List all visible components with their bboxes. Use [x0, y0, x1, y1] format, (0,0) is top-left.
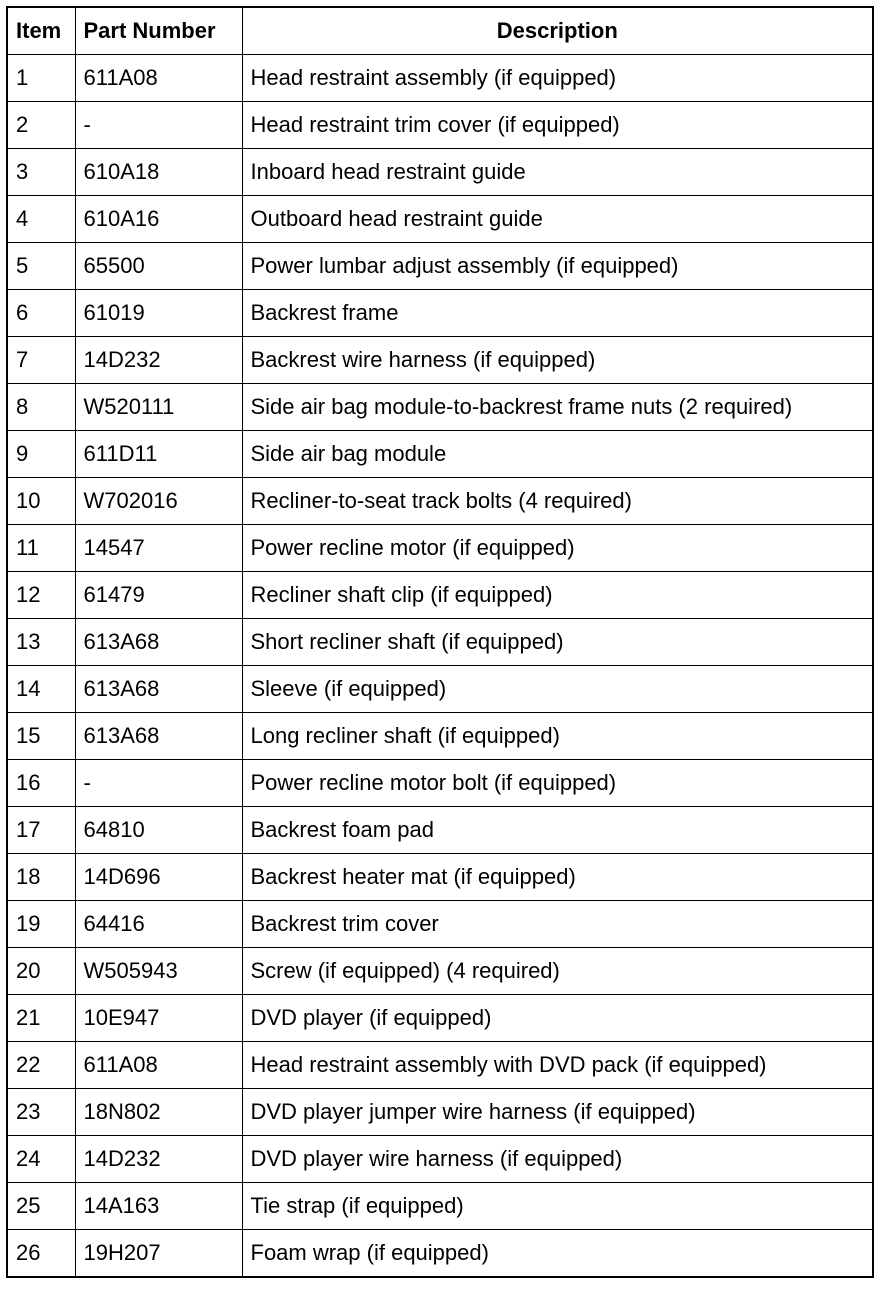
table-row: [7, 149, 873, 196]
description-cell: Sleeve (if equipped): [242, 666, 873, 713]
description-cell: Head restraint assembly with DVD pack (if equipped): [242, 1042, 873, 1089]
item-cell: 6: [7, 290, 75, 337]
table-row: [7, 666, 873, 713]
part-number-cell: W505943: [75, 948, 242, 995]
part-number-cell: 61019: [75, 290, 242, 337]
table-row: [7, 102, 873, 149]
item-cell: 10: [7, 478, 75, 525]
table-row: [7, 948, 873, 995]
part-number-cell: -: [75, 102, 242, 149]
item-cell: 19: [7, 901, 75, 948]
table-row: [7, 431, 873, 478]
description-cell: Side air bag module-to-backrest frame nuts (2 required): [242, 384, 873, 431]
item-cell: 9: [7, 431, 75, 478]
part-number-cell: 611A08: [75, 1042, 242, 1089]
parts-table: [6, 6, 874, 1278]
table-row: [7, 760, 873, 807]
table-row: [7, 1089, 873, 1136]
part-number-cell: W520111: [75, 384, 242, 431]
item-cell: 20: [7, 948, 75, 995]
item-cell: 24: [7, 1136, 75, 1183]
description-cell: DVD player (if equipped): [242, 995, 873, 1042]
item-cell: 2: [7, 102, 75, 149]
item-cell: 11: [7, 525, 75, 572]
item-column-header: Item: [7, 7, 75, 55]
description-cell: Tie strap (if equipped): [242, 1183, 873, 1230]
table-row: [7, 1136, 873, 1183]
part-number-cell: W702016: [75, 478, 242, 525]
item-cell: 4: [7, 196, 75, 243]
description-cell: Head restraint trim cover (if equipped): [242, 102, 873, 149]
table-row: [7, 1183, 873, 1230]
part-number-cell: 14D696: [75, 854, 242, 901]
part-number-cell: 61479: [75, 572, 242, 619]
part-number-cell: 64810: [75, 807, 242, 854]
description-cell: Backrest foam pad: [242, 807, 873, 854]
description-cell: Recliner-to-seat track bolts (4 required): [242, 478, 873, 525]
description-cell: DVD player jumper wire harness (if equipped): [242, 1089, 873, 1136]
description-cell: Backrest wire harness (if equipped): [242, 337, 873, 384]
description-column-header: Description: [242, 7, 873, 55]
description-cell: Outboard head restraint guide: [242, 196, 873, 243]
table-row: [7, 525, 873, 572]
part-number-cell: -: [75, 760, 242, 807]
description-cell: Power recline motor bolt (if equipped): [242, 760, 873, 807]
part-number-column-header: Part Number: [75, 7, 242, 55]
part-number-cell: 14D232: [75, 1136, 242, 1183]
item-cell: 15: [7, 713, 75, 760]
table-row: [7, 384, 873, 431]
table-row: [7, 337, 873, 384]
part-number-cell: 611D11: [75, 431, 242, 478]
description-cell: Backrest frame: [242, 290, 873, 337]
part-number-cell: 613A68: [75, 619, 242, 666]
part-number-cell: 610A16: [75, 196, 242, 243]
part-number-cell: 64416: [75, 901, 242, 948]
description-cell: Screw (if equipped) (4 required): [242, 948, 873, 995]
item-cell: 1: [7, 55, 75, 102]
item-cell: 7: [7, 337, 75, 384]
part-number-cell: 10E947: [75, 995, 242, 1042]
table-row: [7, 1042, 873, 1089]
description-cell: Head restraint assembly (if equipped): [242, 55, 873, 102]
item-cell: 8: [7, 384, 75, 431]
item-cell: 16: [7, 760, 75, 807]
table-row: [7, 572, 873, 619]
table-row: [7, 619, 873, 666]
table-row: [7, 243, 873, 290]
table-row: [7, 854, 873, 901]
table-header-row: [7, 7, 873, 55]
part-number-cell: 65500: [75, 243, 242, 290]
description-cell: Power lumbar adjust assembly (if equipped): [242, 243, 873, 290]
description-cell: DVD player wire harness (if equipped): [242, 1136, 873, 1183]
table-row: [7, 478, 873, 525]
item-cell: 21: [7, 995, 75, 1042]
part-number-cell: 19H207: [75, 1230, 242, 1278]
item-cell: 22: [7, 1042, 75, 1089]
item-cell: 3: [7, 149, 75, 196]
description-cell: Short recliner shaft (if equipped): [242, 619, 873, 666]
table-row: [7, 1230, 873, 1278]
part-number-cell: 610A18: [75, 149, 242, 196]
item-cell: 18: [7, 854, 75, 901]
description-cell: Side air bag module: [242, 431, 873, 478]
table-body: [7, 55, 873, 1278]
item-cell: 13: [7, 619, 75, 666]
part-number-cell: 14D232: [75, 337, 242, 384]
item-cell: 26: [7, 1230, 75, 1278]
part-number-cell: 613A68: [75, 713, 242, 760]
table-row: [7, 807, 873, 854]
description-cell: Recliner shaft clip (if equipped): [242, 572, 873, 619]
description-cell: Foam wrap (if equipped): [242, 1230, 873, 1278]
table-row: [7, 290, 873, 337]
part-number-cell: 613A68: [75, 666, 242, 713]
item-cell: 25: [7, 1183, 75, 1230]
item-cell: 17: [7, 807, 75, 854]
description-cell: Long recliner shaft (if equipped): [242, 713, 873, 760]
table-row: [7, 196, 873, 243]
part-number-cell: 14A163: [75, 1183, 242, 1230]
table-row: [7, 55, 873, 102]
item-cell: 14: [7, 666, 75, 713]
description-cell: Inboard head restraint guide: [242, 149, 873, 196]
table-row: [7, 995, 873, 1042]
description-cell: Backrest trim cover: [242, 901, 873, 948]
part-number-cell: 611A08: [75, 55, 242, 102]
item-cell: 5: [7, 243, 75, 290]
table-row: [7, 713, 873, 760]
description-cell: Backrest heater mat (if equipped): [242, 854, 873, 901]
item-cell: 23: [7, 1089, 75, 1136]
item-cell: 12: [7, 572, 75, 619]
part-number-cell: 18N802: [75, 1089, 242, 1136]
part-number-cell: 14547: [75, 525, 242, 572]
table-row: [7, 901, 873, 948]
description-cell: Power recline motor (if equipped): [242, 525, 873, 572]
